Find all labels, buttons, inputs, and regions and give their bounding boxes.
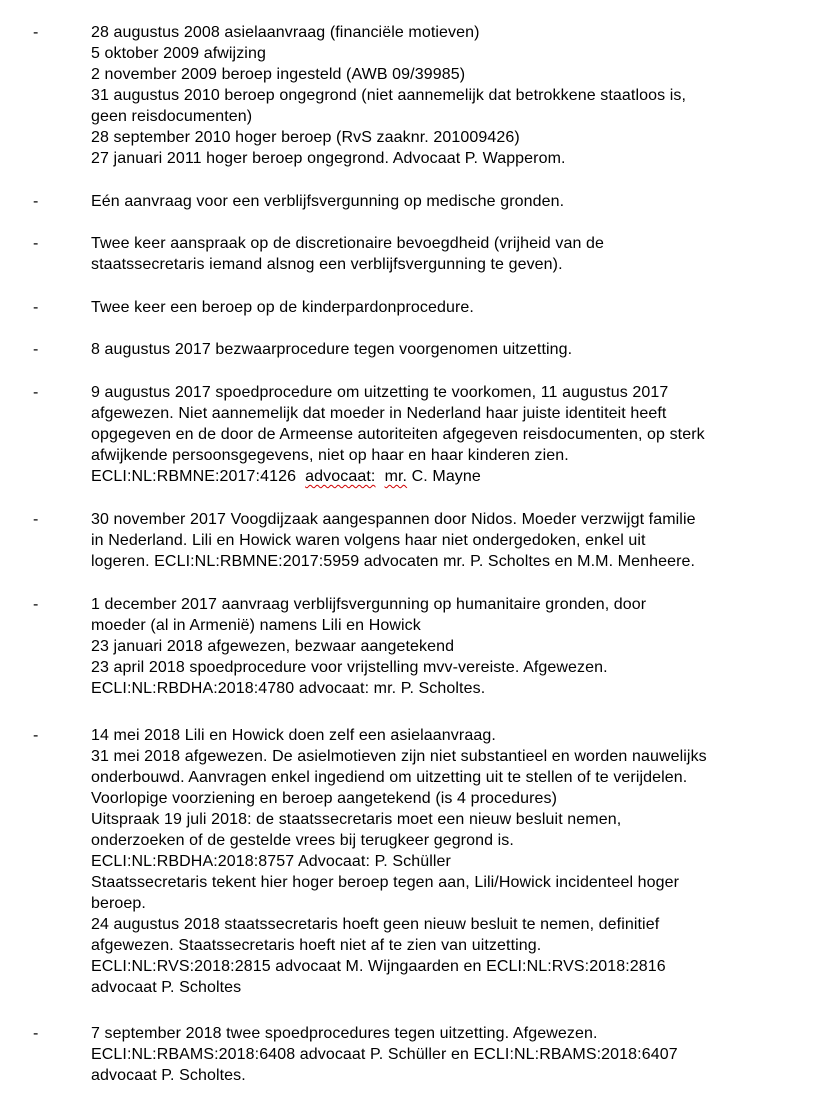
text-line: onderzoeken of de gestelde vrees bij terugkeer gegrond is. [91, 832, 514, 849]
bullet-dash: - [33, 235, 39, 252]
bullet-dash: - [33, 1025, 39, 1042]
text-line: 1 december 2017 aanvraag verblijfsvergunning op humanitaire gronden, door [91, 596, 647, 613]
ecli-reference: ECLI:NL:RBMNE:2017:4126 [91, 468, 297, 485]
text-line: afgewezen. Staatssecretaris hoeft niet af te zien van uitzetting. [91, 937, 542, 954]
text-line: ECLI:NL:RBAMS:2018:6408 advocaat P. Schüller en ECLI:NL:RBAMS:2018:6407 [91, 1046, 678, 1063]
text-line: 28 augustus 2008 asielaanvraag (financiële motieven) [91, 24, 480, 41]
spellcheck-flagged-word[interactable]: mr. [384, 468, 408, 485]
text-line: 31 augustus 2010 beroep ongegrond (niet aannemelijk dat betrokkene staatloos is, [91, 87, 687, 104]
text-line: 28 september 2010 hoger beroep (RvS zaaknr. 201009426) [91, 129, 520, 146]
text-line: geen reisdocumenten) [91, 108, 253, 125]
text-line: opgegeven en de door de Armeense autoriteiten afgegeven reisdocumenten, op sterk [91, 426, 705, 443]
list-item-text [91, 594, 831, 699]
text-line: 23 april 2018 spoedprocedure voor vrijstelling mvv-vereiste. Afgewezen. [91, 659, 608, 676]
bullet-dash: - [33, 511, 39, 528]
bullet-dash: - [33, 384, 39, 401]
list-item-text [91, 297, 831, 318]
text-line: afwijkende persoonsgegevens, niet op haar en haar kinderen zien. [91, 447, 569, 464]
text-line: 8 augustus 2017 bezwaarprocedure tegen voorgenomen uitzetting. [91, 341, 573, 358]
text-line: logeren. ECLI:NL:RBMNE:2017:5959 advocaten mr. P. Scholtes en M.M. Menheere. [91, 553, 696, 570]
bullet-dash: - [33, 341, 39, 358]
text-line: 24 augustus 2018 staatssecretaris hoeft geen nieuw besluit te nemen, definitief [91, 916, 660, 933]
list-item-text [91, 382, 831, 487]
text-line: Staatssecretaris tekent hier hoger beroep tegen aan, Lili/Howick incidenteel hoger [91, 874, 680, 891]
text-line: Voorlopige voorziening en beroep aangetekend (is 4 procedures) [91, 790, 558, 807]
text-line: 14 mei 2018 Lili en Howick doen zelf een asielaanvraag. [91, 727, 496, 744]
text-line: Eén aanvraag voor een verblijfsvergunning op medische gronden. [91, 193, 565, 210]
text-line: 30 november 2017 Voogdijzaak aangespannen door Nidos. Moeder verzwijgt familie [91, 511, 696, 528]
text-line: advocaat P. Scholtes [91, 979, 242, 996]
text-line: ECLI:NL:RBDHA:2018:8757 Advocaat: P. Schüller [91, 853, 451, 870]
text-line: 23 januari 2018 afgewezen, bezwaar aangetekend [91, 638, 455, 655]
text-line: in Nederland. Lili en Howick waren volgens haar niet ondergedoken, enkel uit [91, 532, 646, 549]
text-line: ECLI:NL:RBDHA:2018:4780 advocaat: mr. P. Scholtes. [91, 680, 486, 697]
text-line: Uitspraak 19 juli 2018: de staatssecretaris moet een nieuw besluit nemen, [91, 811, 622, 828]
ecli-line [91, 466, 831, 487]
text-line: staatssecretaris iemand alsnog een verblijfsvergunning te geven). [91, 256, 563, 273]
list-item-text [91, 191, 831, 212]
text-line: moeder (al in Armenië) namens Lili en Howick [91, 617, 421, 634]
text-line: 9 augustus 2017 spoedprocedure om uitzetting te voorkomen, 11 augustus 2017 [91, 384, 669, 401]
list-item-text [91, 1023, 831, 1086]
list-item-text [91, 509, 831, 572]
bullet-dash: - [33, 727, 39, 744]
text-line: 2 november 2009 beroep ingesteld (AWB 09/39985) [91, 66, 466, 83]
text-line: 5 oktober 2009 afwijzing [91, 45, 266, 62]
text-line: ECLI:NL:RVS:2018:2815 advocaat M. Wijngaarden en ECLI:NL:RVS:2018:2816 [91, 958, 666, 975]
text-line: 7 september 2018 twee spoedprocedures tegen uitzetting. Afgewezen. [91, 1025, 598, 1042]
list-item-text [91, 22, 831, 169]
bullet-dash: - [33, 299, 39, 316]
text-line: advocaat P. Scholtes. [91, 1067, 246, 1084]
text-line: Twee keer aanspraak op de discretionaire bevoegdheid (vrijheid van de [91, 235, 604, 252]
list-item-text [91, 339, 831, 360]
text-line: beroep. [91, 895, 146, 912]
text-line: 27 januari 2011 hoger beroep ongegrond. Advocaat P. Wapperom. [91, 150, 566, 167]
list-item-text [91, 233, 831, 275]
bullet-dash: - [33, 24, 39, 41]
bullet-dash: - [33, 596, 39, 613]
text-line: 31 mei 2018 afgewezen. De asielmotieven zijn niet substantieel en worden nauwelijks [91, 748, 707, 765]
bullet-dash: - [33, 193, 39, 210]
text-line: onderbouwd. Aanvragen enkel ingediend om uitzetting uit te stellen of te verijdelen. [91, 769, 688, 786]
lawyer-name: C. Mayne [411, 468, 481, 485]
list-item-text [91, 725, 831, 998]
spellcheck-flagged-word[interactable]: advocaat: [305, 468, 376, 485]
text-line: Twee keer een beroep op de kinderpardonprocedure. [91, 299, 474, 316]
text-line: afgewezen. Niet aannemelijk dat moeder in Nederland haar juiste identiteit heeft [91, 405, 667, 422]
